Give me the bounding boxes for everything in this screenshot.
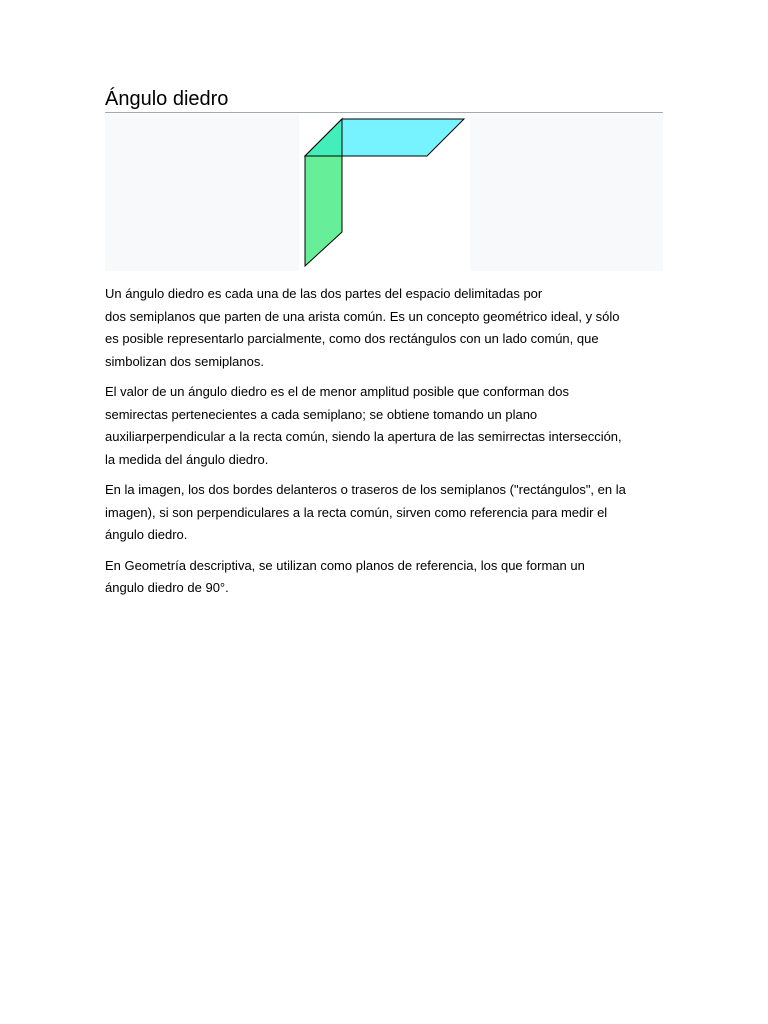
paragraph-line: dos semiplanos que parten de una arista común. Es un concepto geométrico ideal, y sólo (105, 308, 620, 324)
paragraph-line: auxiliarperpendicular a la recta común, siendo la apertura de las semirrectas intersección, (105, 429, 622, 444)
paragraph-line: Un ángulo diedro es cada una de las dos partes del espacio delimitadas por (105, 286, 543, 301)
paragraph-line: imagen), si son perpendiculares a la recta común, sirven como referencia para medir el (105, 504, 608, 520)
paragraph-2 (105, 381, 663, 471)
paragraph-3 (105, 479, 663, 547)
dihedral-angle-image (299, 114, 470, 271)
paragraph-line: En Geometría descriptiva, se utilizan como planos de referencia, los que forman un (105, 557, 585, 573)
paragraph-line: ángulo diedro. (105, 527, 188, 542)
paragraph-line: ángulo diedro de 90°. (105, 580, 229, 595)
article-body (105, 283, 663, 600)
dihedral-angle-diagram (299, 114, 470, 271)
paragraph-line: simbolizan dos semiplanos. (105, 353, 264, 369)
page-title: Ángulo diedro (105, 86, 663, 113)
paragraph-1 (105, 283, 663, 373)
paragraph-line: la medida del ángulo diedro. (105, 451, 269, 467)
paragraph-line: El valor de un ángulo diedro es el de menor amplitud posible que conforman dos (105, 384, 569, 399)
article (105, 86, 663, 608)
paragraph-line: En la imagen, los dos bordes delanteros o traseros de los semiplanos ("rectángulos", en la (105, 482, 626, 497)
figure-band (105, 114, 663, 271)
paragraph-4 (105, 555, 663, 600)
common-edge-overlap (305, 119, 342, 156)
paragraph-line: semirectas pertenecientes a cada semiplano; se obtiene tomando un plano (105, 406, 538, 422)
paragraph-line: es posible representarlo parcialmente, como dos rectángulos con un lado común, que (105, 331, 599, 346)
